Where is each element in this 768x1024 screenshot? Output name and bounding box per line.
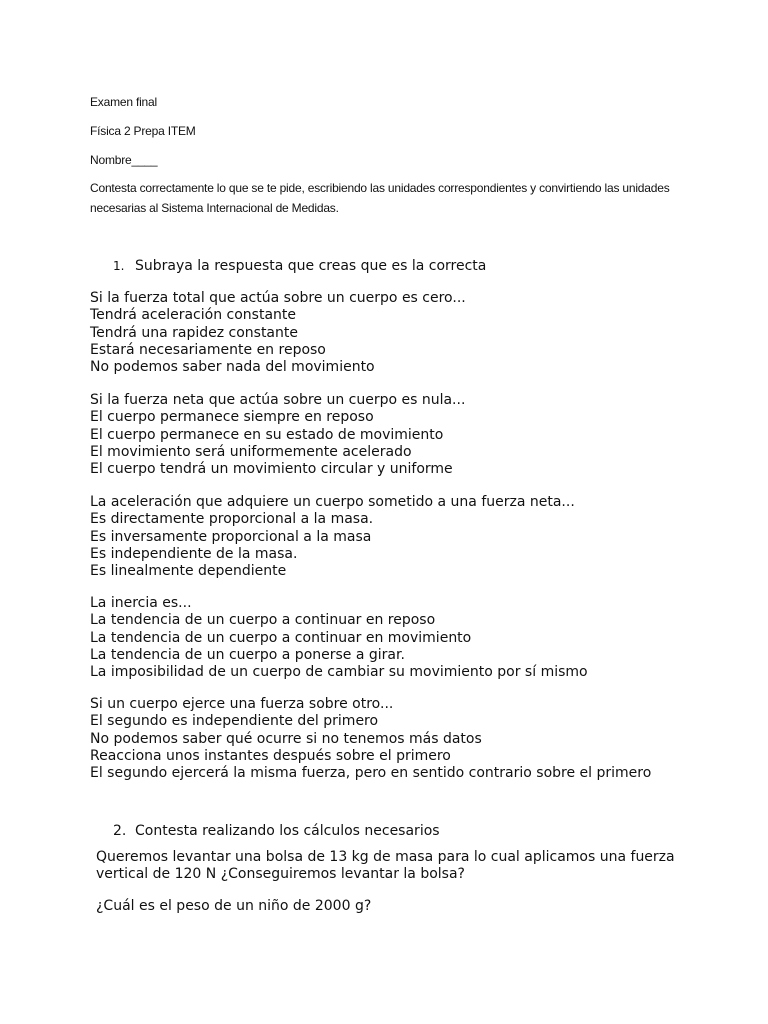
answer-option: Es inversamente proporcional a la masa bbox=[90, 528, 372, 545]
question-3 bbox=[90, 494, 575, 580]
exam-title: Examen final bbox=[90, 95, 157, 109]
question-stem: La aceleración que adquiere un cuerpo sometido a una fuerza neta... bbox=[90, 494, 575, 510]
question-1 bbox=[90, 290, 466, 376]
section-1-number: 1. bbox=[113, 259, 125, 273]
answer-option: El cuerpo tendrá un movimiento circular y uniforme bbox=[90, 461, 453, 478]
section-2-heading bbox=[113, 822, 440, 840]
question-4 bbox=[90, 595, 588, 681]
answer-option: Es directamente proporcional a la masa. bbox=[90, 511, 374, 528]
answer-option: La tendencia de un cuerpo a ponerse a girar. bbox=[90, 646, 405, 663]
answer-option: La imposibilidad de un cuerpo de cambiar su movimiento por sí mismo bbox=[90, 664, 588, 681]
answer-option: El cuerpo permanece siempre en reposo bbox=[90, 409, 374, 426]
answer-option: Tendrá aceleración constante bbox=[90, 307, 297, 324]
answer-option: Tendrá una rapidez constante bbox=[90, 324, 298, 341]
answer-option: Es independiente de la masa. bbox=[90, 545, 298, 562]
answer-option: No podemos saber nada del movimiento bbox=[90, 359, 375, 376]
course-name: Física 2 Prepa ITEM bbox=[90, 124, 196, 138]
question-2 bbox=[90, 392, 465, 478]
answer-option: La tendencia de un cuerpo a continuar en reposo bbox=[90, 612, 436, 629]
student-name-field: Nombre____ bbox=[90, 153, 158, 167]
answer-option: Es linealmente dependiente bbox=[90, 563, 287, 580]
question-5 bbox=[90, 696, 651, 782]
answer-option: No podemos saber qué ocurre si no tenemos más datos bbox=[90, 730, 482, 747]
section-1-title: Subraya la respuesta que creas que es la correcta bbox=[135, 258, 487, 274]
answer-option: Estará necesariamente en reposo bbox=[90, 341, 326, 358]
question-stem: Si la fuerza total que actúa sobre un cuerpo es cero... bbox=[90, 290, 466, 306]
problem-1: Queremos levantar una bolsa de 13 kg de masa para lo cual aplicamos una fuerza vertical de 120 N ¿Conseguiremos levantar la bolsa? bbox=[96, 849, 675, 883]
answer-option: Reacciona unos instantes después sobre el primero bbox=[90, 747, 451, 764]
answer-option: El cuerpo permanece en su estado de movimiento bbox=[90, 426, 444, 443]
question-stem: Si la fuerza neta que actúa sobre un cuerpo es nula... bbox=[90, 392, 466, 408]
section-1-heading bbox=[113, 257, 486, 275]
answer-option: La tendencia de un cuerpo a continuar en movimiento bbox=[90, 629, 472, 646]
section-2-title: Contesta realizando los cálculos necesarios bbox=[135, 823, 440, 839]
section-2-number: 2. bbox=[113, 823, 127, 839]
problem-2: ¿Cuál es el peso de un niño de 2000 g? bbox=[96, 898, 372, 914]
answer-option: El movimiento será uniformemente acelerado bbox=[90, 443, 412, 460]
question-stem: La inercia es... bbox=[90, 595, 192, 611]
question-stem: Si un cuerpo ejerce una fuerza sobre otro... bbox=[90, 696, 394, 712]
exam-instructions: Contesta correctamente lo que se te pide, escribiendo las unidades correspondientes y convirtiendo las unidades necesarias al Sistema Internacional de Medidas. bbox=[90, 181, 670, 215]
answer-option: El segundo ejercerá la misma fuerza, pero en sentido contrario sobre el primero bbox=[90, 765, 652, 782]
answer-option: El segundo es independiente del primero bbox=[90, 713, 379, 730]
